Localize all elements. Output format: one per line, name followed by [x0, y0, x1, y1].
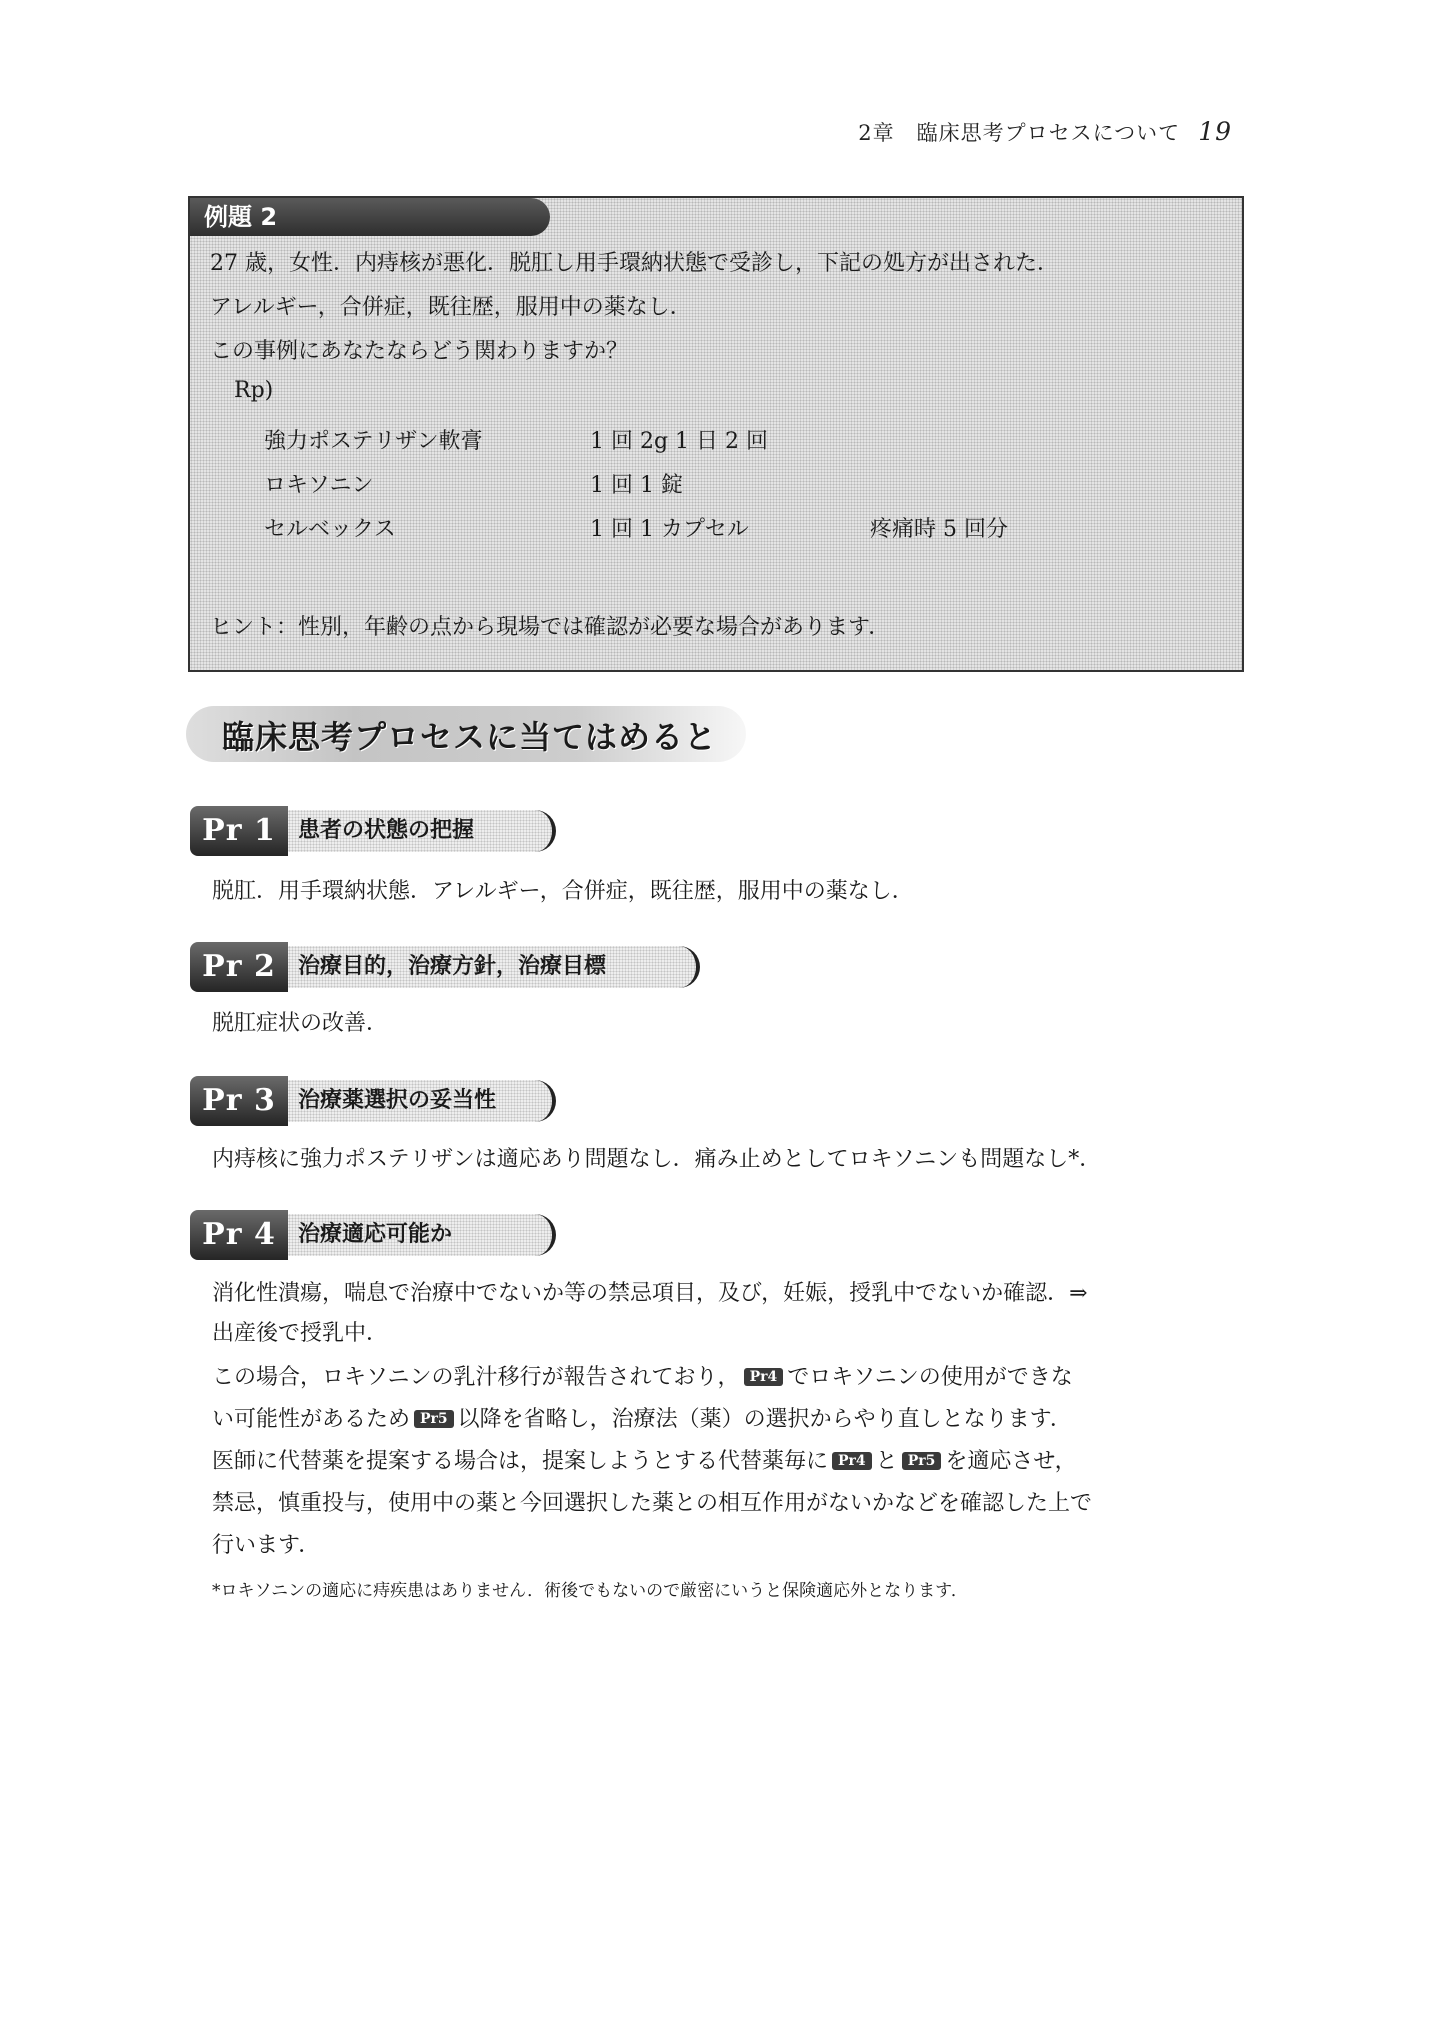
pr4-para-l2a: い可能性があるため: [212, 1407, 411, 1432]
hint-text: ヒント：性別，年齢の点から現場では確認が必要な場合があります．: [210, 615, 891, 640]
pr4-para-line-1: [212, 1360, 1073, 1391]
pr3-title: 治療薬選択の妥当性: [288, 1080, 556, 1122]
rx-drug-1: 強力ポステリザン軟膏: [264, 429, 483, 454]
pr2-title: 治療目的，治療方針，治療目標: [288, 946, 700, 988]
section-title: 臨床思考プロセスに当てはめると: [222, 718, 718, 756]
rx-dose-1: 1 回 2g 1 日 2 回: [590, 429, 769, 454]
chapter-title: 2章 臨床思考プロセスについて: [858, 121, 1181, 145]
example-line-1: 27 歳，女性．内痔核が悪化．脱肛し用手環納状態で受診し，下記の処方が出された．: [210, 251, 1059, 276]
example-tab: 例題 2: [190, 198, 550, 236]
pr4-text-2: 出産後で授乳中．: [212, 1321, 389, 1346]
pr4-para-line-5: 行います．: [212, 1533, 321, 1558]
pr2-badge: Pr 2: [190, 942, 288, 992]
example-box: [188, 196, 1244, 672]
rp-label: Rp): [234, 378, 274, 403]
rx-drug-3: セルベックス: [264, 517, 396, 542]
pr1-title: 患者の状態の把握: [288, 810, 556, 852]
footnote: *ロキソニンの適応に痔疾患はありません．術後でもないので厳密にいうと保険適応外となります．: [212, 1581, 968, 1601]
pr5-ref-chip-2: Pr5: [902, 1452, 942, 1470]
pr4-para-line-3: [212, 1444, 1077, 1475]
pr4-para-line-4: 禁忌，慎重投与，使用中の薬と今回選択した薬との相互作用がないかなどを確認した上で: [212, 1491, 1093, 1516]
example-line-2: アレルギー，合併症，既往歴，服用中の薬なし．: [210, 295, 692, 320]
running-head: [858, 117, 1232, 147]
page-number: 19: [1198, 117, 1232, 146]
section-banner: [186, 706, 746, 762]
pr4-ref-chip-2: Pr4: [832, 1452, 872, 1470]
rx-dose-3: 1 回 1 カプセル: [590, 517, 749, 542]
pr4-para-l2b: 以降を省略し，治療法（薬）の選択からやり直しとなります．: [457, 1407, 1072, 1432]
rx-dose-2: 1 回 1 錠: [590, 473, 683, 498]
pr3-text: 内痔核に強力ポステリザンは適応あり問題なし．痛み止めとしてロキソニンも問題なし*．: [212, 1147, 1102, 1172]
pr4-para-l1a: この場合，ロキソニンの乳汁移行が報告されており，: [212, 1365, 740, 1390]
pr4-title: 治療適応可能か: [288, 1214, 556, 1256]
pr4-badge: Pr 4: [190, 1210, 288, 1260]
pr5-ref-chip: Pr5: [414, 1410, 454, 1428]
pr2-text: 脱肛症状の改善．: [212, 1011, 389, 1036]
pr1-badge: Pr 1: [190, 806, 288, 856]
pr1-text: 脱肛．用手環納状態．アレルギー，合併症，既往歴，服用中の薬なし．: [212, 879, 914, 904]
pr3-badge: Pr 3: [190, 1076, 288, 1126]
rx-note-3: 疼痛時 5 回分: [870, 517, 1008, 542]
pr4-para-line-2: [212, 1402, 1072, 1433]
pr4-para-l3c: を適応させ，: [945, 1449, 1077, 1474]
rx-drug-2: ロキソニン: [264, 473, 374, 498]
pr4-para-l1b: でロキソニンの使用ができな: [787, 1365, 1073, 1390]
pr4-ref-chip: Pr4: [744, 1368, 784, 1386]
pr4-para-l3b: と: [875, 1449, 898, 1474]
pr4-text-1: 消化性潰瘍，喘息で治療中でないか等の禁忌項目，及び，妊娠，授乳中でないか確認．⇒: [212, 1281, 1088, 1306]
example-line-3: この事例にあなたならどう関わりますか？: [210, 339, 629, 364]
pr4-para-l3a: 医師に代替薬を提案する場合は，提案しようとする代替薬毎に: [212, 1449, 829, 1474]
